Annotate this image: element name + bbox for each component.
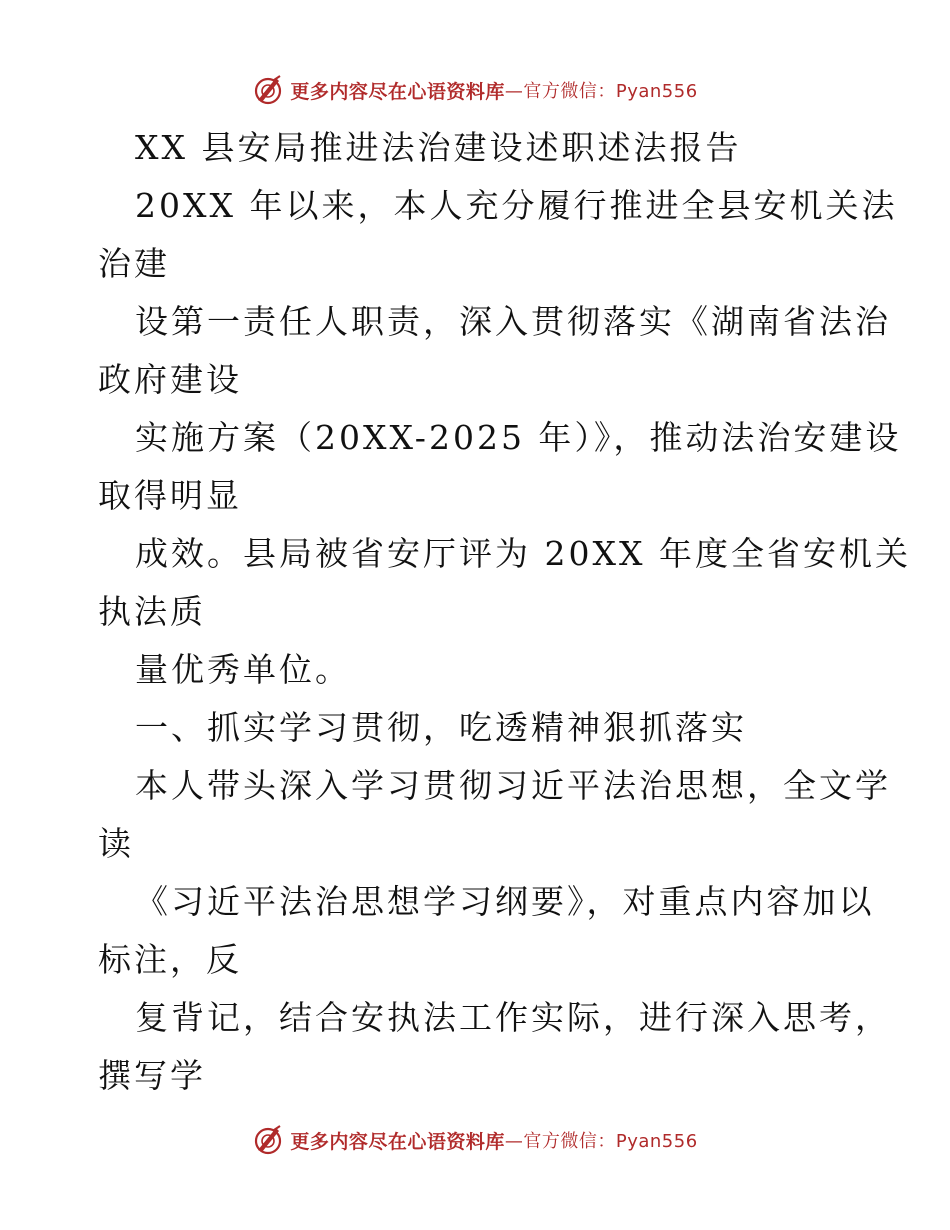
- body-line: 读: [98, 824, 134, 863]
- body-line: 20XX 年以来，本人充分履行推进全县安机关法: [135, 186, 898, 225]
- body-line: 复背记，结合安执法工作实际，进行深入思考，: [135, 998, 891, 1037]
- body-line: 《习近平法治思想学习纲要》，对重点内容加以: [135, 882, 875, 921]
- body-line: 取得明显: [98, 476, 242, 515]
- header-site-text: 更多内容尽在心语资料库: [290, 80, 505, 103]
- footer-site-text: 更多内容尽在心语资料库: [290, 1130, 505, 1153]
- body-line: 量优秀单位。: [135, 650, 351, 689]
- body-line: 设第一责任人职责，深入贯彻落实《湖南省法治: [135, 302, 891, 341]
- body-line: 治建: [98, 244, 170, 283]
- quill-logo-icon: [252, 74, 284, 106]
- footer-banner: [0, 1120, 950, 1160]
- document-title: XX 县安局推进法治建设述职述法报告: [135, 128, 742, 167]
- body-line: 本人带头深入学习贯彻习近平法治思想，全文学: [135, 766, 891, 805]
- quill-logo-icon: [252, 1124, 284, 1156]
- body-line: 政府建设: [98, 360, 242, 399]
- body-line: 撰写学: [98, 1056, 206, 1095]
- header-wechat-text: —官方微信：Pyan556: [504, 81, 698, 102]
- body-line: 成效。县局被省安厅评为 20XX 年度全省安机关: [135, 534, 911, 573]
- footer-wechat-text: —官方微信：Pyan556: [504, 1131, 698, 1152]
- body-line: 执法质: [98, 592, 206, 631]
- body-line: 标注，反: [98, 940, 242, 979]
- header-banner: [0, 70, 950, 110]
- body-line: 实施方案（20XX-2025 年）》，推动法治安建设: [135, 418, 902, 457]
- section-heading: 一、抓实学习贯彻，吃透精神狠抓落实: [135, 708, 747, 747]
